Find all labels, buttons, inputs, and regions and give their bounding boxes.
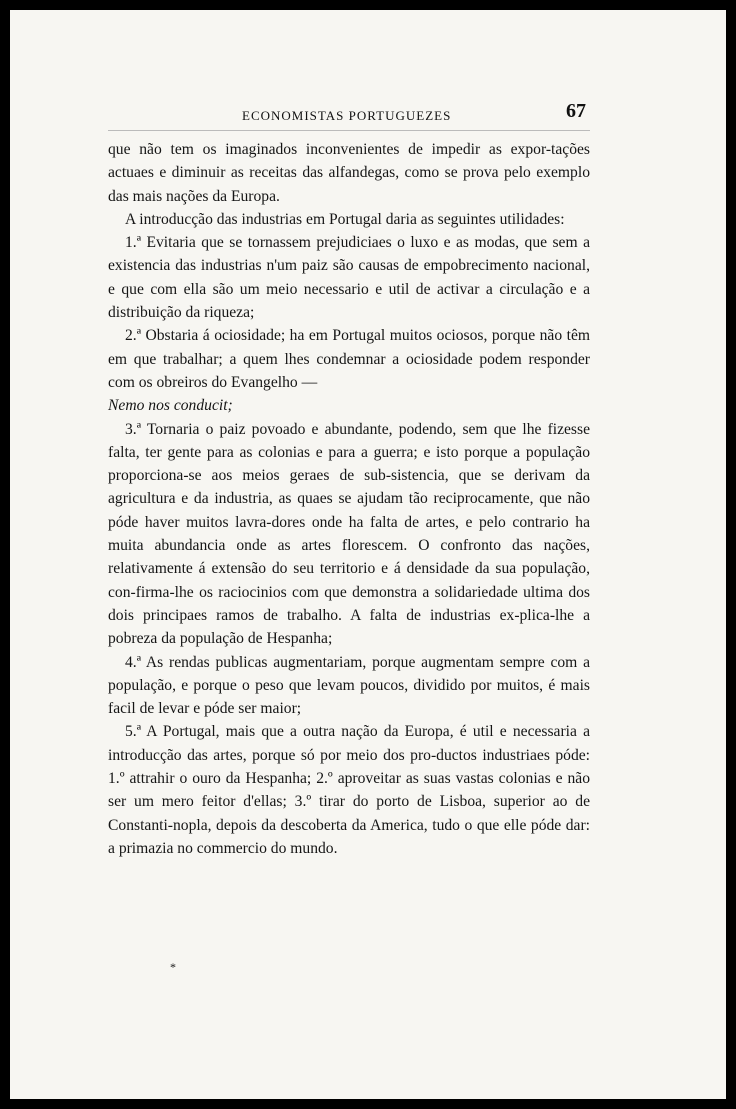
footer-mark: * [170, 960, 176, 974]
latin-quote-text: Nemo nos conducit; [108, 397, 233, 415]
paragraph-item-5: 5.ª A Portugal, mais que a outra nação da Europa, é util e necessaria a introducção das artes, porque só por meio dos pro-ductos industriaes póde: 1.º attrahir o ouro da Hespanha; 2.º aproveitar as suas vastas colonias e não ser um mero feitor d'ellas; 3.º tirar do porto de Lisboa, superior ao de Constanti-nopla, depois da descoberta da America, tudo o que elle póde dar: a primazia no commercio do mundo. [108, 723, 590, 857]
paragraph-item-4: 4.ª As rendas publicas augmentariam, porque augmentam sempre com a população, e porque o peso que levam poucos, dividido por muitos, é mais facil de levar e póde ser maior; [108, 653, 590, 718]
paragraph-introduction: A introducção das industrias em Portugal daria as seguintes utilidades: [125, 210, 565, 228]
page-number: 67 [566, 100, 586, 122]
paragraph-item-1: 1.ª Evitaria que se tornassem prejudiciaes o luxo e as modas, que sem a existencia das industrias n'um paiz são causas de empobrecimento nacional, e que com ella são um meio necessario e util de activar a circulação e a distribuição da riqueza; [108, 234, 590, 322]
paragraph-item-3: 3.ª Tornaria o paiz povoado e abundante, podendo, sem que lhe fizesse falta, ter gente para as colonias e para a guerra; e isto porque a população proporciona-se aos meios geraes de sub-sistencia, que se derivam da agricultura e da industria, as quaes se ajudam tão reciprocamente, que não póde haver muitos lavra-dores onde ha falta de artes, e pelo contrario ha muita abundancia onde as artes florescem. O confronto das nações, relativamente á extensão do seu territorio e á densidade da sua população, con-firma-lhe os raciocinios com que demonstra a solidariedade ultima dos dois principaes ramos de trabalho. A falta de industrias ex-plica-lhe a pobreza da população de Hespanha; [108, 420, 590, 648]
page-header [108, 100, 590, 131]
running-title: ECONOMISTAS PORTUGUEZES [242, 108, 452, 123]
paragraph-item-2: 2.ª Obstaria á ociosidade; ha em Portugal muitos ociosos, porque não têm em que trabalhar; a quem lhes condemnar a ociosidade podem responder com os obreiros do Evangelho — [108, 327, 590, 391]
body-text [108, 138, 590, 860]
latin-quote [108, 394, 590, 417]
book-page [10, 10, 726, 1099]
paragraph-continuation: que não tem os imaginados inconvenientes de impedir as expor-tações actuaes e diminuir as receitas das alfandegas, como se prova pelo exemplo das mais nações da Europa. [108, 141, 590, 205]
